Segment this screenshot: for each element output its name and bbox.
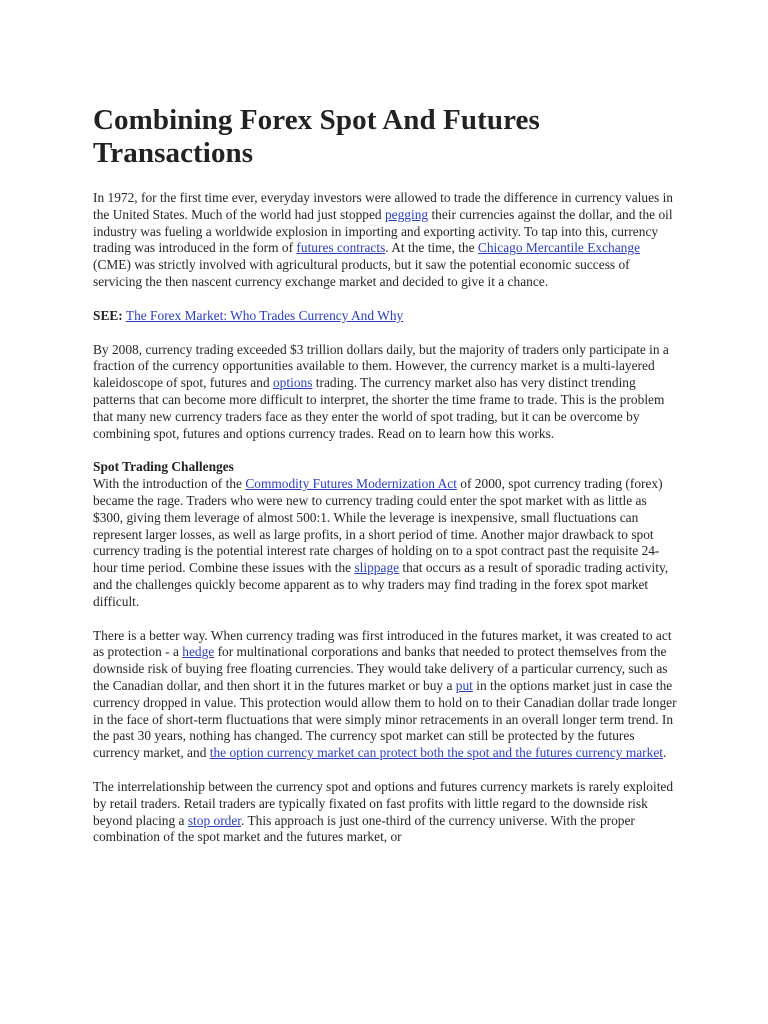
link-options[interactable]: options	[272, 375, 313, 391]
link-hedge[interactable]: hedge	[182, 644, 215, 660]
paragraph-text: The interrelationship between the currency spot and options and futures currency markets is rarely exploited by retail traders. Retail traders are typically fixated on fast profits with little regard to the downside risk beyond placing a	[93, 778, 674, 828]
paragraph-text: . This approach is just one-third of the currency universe. With the proper combination of the spot market and the futures market, or	[93, 812, 635, 845]
paragraph-text: In 1972, for the first time ever, everyday investors were allowed to trade the difference in currency values in the United States. Much of the world had just stopped	[93, 190, 673, 222]
paragraph-text: for multinational corporations and banks that needed to protect themselves from the downside risk of buying free floating currencies. They would take delivery of a particular currency, such as the Canadian dollar, and then short it in the futures market or buy a	[93, 644, 668, 693]
see-also	[93, 308, 678, 325]
link-slippage[interactable]: slippage	[354, 560, 400, 576]
paragraph-text: in the options market just in case the currency dropped in value. This protection would allow them to hold on to their Canadian dollar trade longer in the face of short-term fluctuations that were simply minor retracements in an overall longer term trend. In the past 30 years, nothing has changed. The currency spot market can still be protected by the futures currency market, and	[93, 677, 677, 761]
link-option-currency-market[interactable]: the option currency market can protect both the spot and the futures currency market	[209, 745, 663, 761]
paragraph-intro	[93, 190, 678, 291]
paragraph-text: .	[663, 745, 667, 761]
see-label: SEE:	[93, 307, 123, 323]
article-title: Combining Forex Spot And Futures Transactions	[93, 104, 540, 169]
paragraph-text: of 2000, spot currency trading (forex) became the rage. Traders who were new to currency trading could enter the spot market with as little as $300, giving them leverage of almost 500:1. While the leverage is inexpensive, small fluctuations can represent larger losses, as well as large profits, in a short period of time. Another major drawback to spot currency trading is the potential interest rate charges of holding on to a spot contract past the requisite 24-hour time period. Combine these issues with the	[93, 476, 663, 576]
link-pegging[interactable]: pegging	[384, 206, 429, 222]
paragraph-text: . At the time, the	[385, 240, 478, 256]
link-futures-contracts[interactable]: futures contracts	[296, 240, 386, 256]
link-forex-market-who-trades[interactable]: The Forex Market: Who Trades Currency And Why	[125, 307, 404, 323]
paragraph-text: (CME) was strictly involved with agricultural products, but it saw the potential economic success of servicing the then nascent currency exchange market and decided to give it a chance.	[93, 257, 630, 289]
link-put[interactable]: put	[455, 677, 473, 693]
paragraph-market-size	[93, 342, 678, 443]
paragraph-text: their currencies against the dollar, and the oil industry was fueling a worldwide explosion in importing and exporting activity. To tap into this, currency trading was introduced in the form of	[93, 206, 673, 256]
article	[93, 104, 678, 863]
section-heading-spot-trading: Spot Trading Challenges	[93, 459, 234, 475]
paragraph-text: There is a better way. When currency trading was first introduced in the futures market, it was created to act as protection - a	[93, 627, 672, 660]
paragraph-text: By 2008, currency trading exceeded $3 trillion dollars daily, but the majority of traders only participate in a fraction of the currency opportunities available to them. However, the currency market is a multi-layered kaleidoscope of spot, futures and	[93, 341, 669, 391]
paragraph-text: that occurs as a result of sporadic trading activity, and the challenges quickly become apparent as to why traders may find trading in the forex spot market difficult.	[93, 560, 669, 609]
link-stop-order[interactable]: stop order	[187, 812, 242, 828]
paragraph-text: With the introduction of the	[93, 476, 246, 492]
paragraph-text: trading. The currency market also has very distinct trending patterns that can become more difficult to interpret, the shorter the time frame to trade. This is the problem that many new currency traders face as they enter the world of spot trading, but it can be overcome by combining spot, futures and options currency trades. Read on to learn how this works.	[93, 375, 665, 441]
link-chicago-mercantile-exchange[interactable]: Chicago Mercantile Exchange	[477, 240, 641, 256]
paragraph-spot-challenges	[93, 476, 678, 610]
paragraph-interrelationship	[93, 779, 678, 846]
paragraph-better-way	[93, 628, 678, 762]
link-commodity-futures-modernization-act[interactable]: Commodity Futures Modernization Act	[245, 476, 457, 492]
